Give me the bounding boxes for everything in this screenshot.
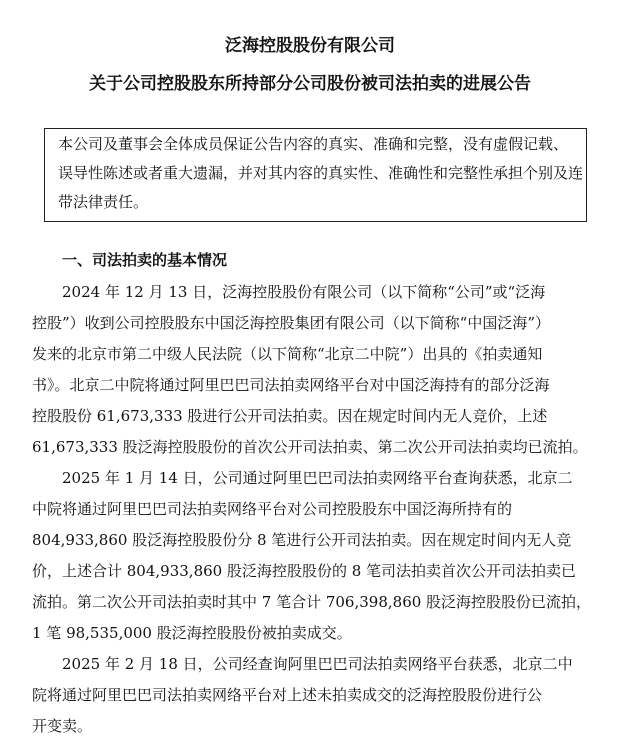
paragraph-3-line-2: 院将通过阿里巴巴司法拍卖网络平台对上述未拍卖成交的泛海控股股份进行公: [32, 686, 543, 704]
paragraph-1-line-2: 控股”）收到公司控股股东中国泛海控股集团有限公司（以下简称“中国泛海”）: [32, 314, 551, 332]
paragraph-1-line-5: 控股股份 61,673,333 股进行公开司法拍卖。因在规定时间内无人竞价，上述: [32, 407, 548, 425]
paragraph-2-line-5: 流拍。第二次公开司法拍卖时其中 7 笔合计 706,398,860 股泛海控股股份已流拍，: [32, 593, 592, 611]
company-name-title: 泛海控股股份有限公司: [225, 36, 395, 56]
paragraph-1-line-6: 61,673,333 股泛海控股股份的首次公开司法拍卖、第二次公开司法拍卖均已流拍。: [32, 438, 588, 456]
disclaimer-line-1: 本公司及董事会全体成员保证公告内容的真实、准确和完整，没有虚假记载、: [58, 135, 569, 153]
paragraph-3-line-1: 2025 年 2 月 18 日，公司经查询阿里巴巴司法拍卖网络平台获悉，北京二中: [62, 655, 573, 673]
paragraph-3-line-3: 开变卖。: [32, 717, 93, 735]
section-heading: 一、司法拍卖的基本情况: [62, 251, 228, 269]
announcement-title: 关于公司控股股东所持部分公司股份被司法拍卖的进展公告: [89, 74, 531, 94]
disclaimer-line-2: 误导性陈述或者重大遗漏，并对其内容的真实性、准确性和完整性承担个别及连: [58, 164, 584, 182]
paragraph-2-line-3: 804,933,860 股泛海控股股份分 8 笔进行公开司法拍卖。因在规定时间内无人竞: [32, 531, 572, 549]
disclaimer-line-3: 带法律责任。: [58, 193, 149, 211]
paragraph-2-line-4: 价，上述合计 804,933,860 股泛海控股股份的 8 笔司法拍卖首次公开司法拍卖已: [32, 562, 577, 580]
paragraph-2-line-1: 2025 年 1 月 14 日，公司通过阿里巴巴司法拍卖网络平台查询获悉，北京二: [62, 469, 573, 487]
paragraph-1-line-1: 2024 年 12 月 13 日，泛海控股股份有限公司（以下简称“公司”或“泛海: [62, 283, 546, 301]
paragraph-1-line-3: 发来的北京市第二中级人民法院（以下简称“北京二中院”）出具的《拍卖通知: [32, 345, 543, 363]
paragraph-1-line-4: 书》。北京二中院将通过阿里巴巴司法拍卖网络平台对中国泛海持有的部分泛海: [32, 376, 550, 394]
paragraph-2-line-6: 1 笔 98,535,000 股泛海控股股份被拍卖成交。: [32, 624, 352, 642]
paragraph-2-line-2: 中院将通过阿里巴巴司法拍卖网络平台对公司控股股东中国泛海所持有的: [32, 500, 513, 518]
